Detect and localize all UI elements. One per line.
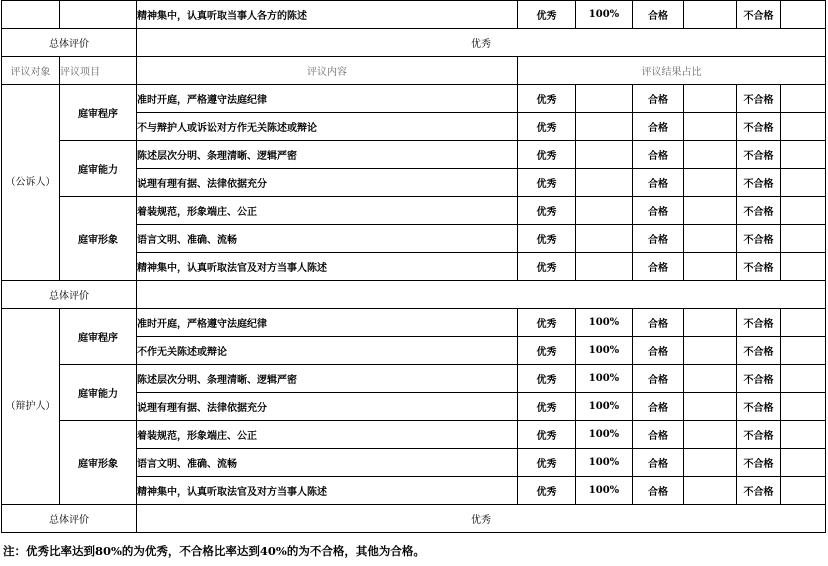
summary-row [2,29,826,57]
evaluation-project-cell: 庭审程序 [60,85,137,141]
pass-pct-cell [684,113,737,141]
pass-cell: 合格 [633,393,684,421]
header-content: 评议内容 [137,57,518,85]
fail-pct-cell [781,141,826,169]
fail-cell: 不合格 [737,421,781,449]
fail-cell: 不合格 [737,197,781,225]
excellent-cell: 优秀 [518,197,576,225]
fail-cell: 不合格 [737,477,781,505]
pass-cell: 合格 [633,225,684,253]
pass-pct-cell [684,253,737,281]
excellent-pct-cell: 100% [576,449,633,477]
fail-pct-cell [781,85,826,113]
table-row [2,141,826,169]
evaluation-project-cell: 庭审形象 [60,421,137,505]
excellent-pct-cell: 100% [576,365,633,393]
pass-cell: 合格 [633,113,684,141]
excellent-cell: 优秀 [518,309,576,337]
empty-cell [2,1,60,29]
pass-pct-cell [684,309,737,337]
table-row [2,85,826,113]
fail-cell: 不合格 [737,253,781,281]
table-row [2,421,826,449]
header-project: 评议项目 [60,57,137,85]
excellent-pct-cell [576,169,633,197]
excellent-cell: 优秀 [518,421,576,449]
overall-evaluation-label: 总体评价 [2,29,137,57]
pass-cell: 合格 [633,253,684,281]
evaluation-project-cell: 庭审能力 [60,141,137,197]
fail-cell: 不合格 [737,309,781,337]
overall-evaluation-label: 总体评价 [2,281,137,309]
pass-cell: 合格 [633,449,684,477]
overall-evaluation-value: 优秀 [137,29,826,57]
summary-row [2,281,826,309]
excellent-pct-cell [576,113,633,141]
fail-cell: 不合格 [737,393,781,421]
pass-cell: 合格 [633,309,684,337]
pass-cell: 合格 [633,421,684,449]
fail-cell: 不合格 [737,169,781,197]
table-row [2,1,826,29]
excellent-cell: 优秀 [518,1,576,29]
excellent-cell: 优秀 [518,337,576,365]
fail-cell: 不合格 [737,337,781,365]
fail-pct-cell [781,337,826,365]
header-object: 评议对象 [2,57,60,85]
fail-pct-cell [781,197,826,225]
excellent-pct-cell: 100% [576,421,633,449]
fail-cell: 不合格 [737,141,781,169]
excellent-cell: 优秀 [518,141,576,169]
fail-pct-cell [781,113,826,141]
fail-pct-cell [781,1,826,29]
overall-evaluation-label: 总体评价 [2,505,137,533]
header-row [2,57,826,85]
fail-pct-cell [781,365,826,393]
pass-pct-cell [684,85,737,113]
excellent-cell: 优秀 [518,393,576,421]
pass-cell: 合格 [633,85,684,113]
criterion-cell: 精神集中，认真听取当事人各方的陈述 [137,1,518,29]
table-row [2,197,826,225]
pass-pct-cell [684,141,737,169]
criterion-cell: 说理有理有据、法律依据充分 [137,393,518,421]
criterion-cell: 陈述层次分明、条理清晰、逻辑严密 [137,141,518,169]
footnote: 注：优秀比率达到80%的为优秀，不合格比率达到40%的为不合格，其他为合格。 [3,544,425,558]
fail-pct-cell [781,421,826,449]
fail-cell: 不合格 [737,85,781,113]
fail-pct-cell [781,477,826,505]
criterion-cell: 精神集中，认真听取法官及对方当事人陈述 [137,477,518,505]
excellent-pct-cell: 100% [576,337,633,365]
overall-evaluation-value: 优秀 [137,505,826,533]
excellent-pct-cell [576,141,633,169]
fail-cell: 不合格 [737,1,781,29]
excellent-pct-cell [576,197,633,225]
excellent-cell: 优秀 [518,225,576,253]
fail-pct-cell [781,169,826,197]
fail-pct-cell [781,393,826,421]
evaluation-project-cell: 庭审形象 [60,197,137,281]
evaluation-table-body [2,1,826,533]
evaluation-object-cell: （辩护人） [2,309,60,505]
excellent-pct-cell: 100% [576,393,633,421]
pass-cell: 合格 [633,337,684,365]
pass-pct-cell [684,197,737,225]
criterion-cell: 说理有理有据、法律依据充分 [137,169,518,197]
empty-cell [60,1,137,29]
fail-pct-cell [781,225,826,253]
fail-pct-cell [781,253,826,281]
evaluation-table [1,0,826,533]
header-ratio: 评议结果占比 [518,57,826,85]
excellent-cell: 优秀 [518,365,576,393]
evaluation-project-cell: 庭审能力 [60,365,137,421]
summary-row [2,505,826,533]
evaluation-object-cell: （公诉人） [2,85,60,281]
pass-cell: 合格 [633,1,684,29]
pass-pct-cell [684,337,737,365]
evaluation-project-cell: 庭审程序 [60,309,137,365]
pass-cell: 合格 [633,169,684,197]
fail-cell: 不合格 [737,113,781,141]
table-row [2,309,826,337]
pass-pct-cell [684,449,737,477]
pass-pct-cell [684,225,737,253]
criterion-cell: 准时开庭，严格遵守法庭纪律 [137,85,518,113]
excellent-cell: 优秀 [518,85,576,113]
pass-cell: 合格 [633,197,684,225]
excellent-pct-cell [576,253,633,281]
fail-cell: 不合格 [737,365,781,393]
criterion-cell: 着装规范，形象端庄、公正 [137,421,518,449]
excellent-cell: 优秀 [518,477,576,505]
pass-pct-cell [684,421,737,449]
pass-cell: 合格 [633,141,684,169]
fail-pct-cell [781,449,826,477]
excellent-pct-cell: 100% [576,309,633,337]
criterion-cell: 语言文明、准确、流畅 [137,225,518,253]
excellent-cell: 优秀 [518,169,576,197]
excellent-cell: 优秀 [518,113,576,141]
pass-pct-cell [684,1,737,29]
excellent-pct-cell [576,85,633,113]
criterion-cell: 陈述层次分明、条理清晰、逻辑严密 [137,365,518,393]
fail-cell: 不合格 [737,225,781,253]
pass-pct-cell [684,393,737,421]
pass-pct-cell [684,477,737,505]
excellent-pct-cell [576,225,633,253]
criterion-cell: 准时开庭，严格遵守法庭纪律 [137,309,518,337]
excellent-cell: 优秀 [518,253,576,281]
criterion-cell: 着装规范，形象端庄、公正 [137,197,518,225]
fail-cell: 不合格 [737,449,781,477]
table-row [2,365,826,393]
pass-cell: 合格 [633,477,684,505]
fail-pct-cell [781,309,826,337]
pass-pct-cell [684,169,737,197]
criterion-cell: 不与辩护人或诉讼对方作无关陈述或辩论 [137,113,518,141]
excellent-pct-cell: 100% [576,477,633,505]
excellent-cell: 优秀 [518,449,576,477]
pass-pct-cell [684,365,737,393]
criterion-cell: 语言文明、准确、流畅 [137,449,518,477]
criterion-cell: 精神集中，认真听取法官及对方当事人陈述 [137,253,518,281]
excellent-pct-cell: 100% [576,1,633,29]
pass-cell: 合格 [633,365,684,393]
overall-evaluation-value [137,281,826,309]
criterion-cell: 不作无关陈述或辩论 [137,337,518,365]
